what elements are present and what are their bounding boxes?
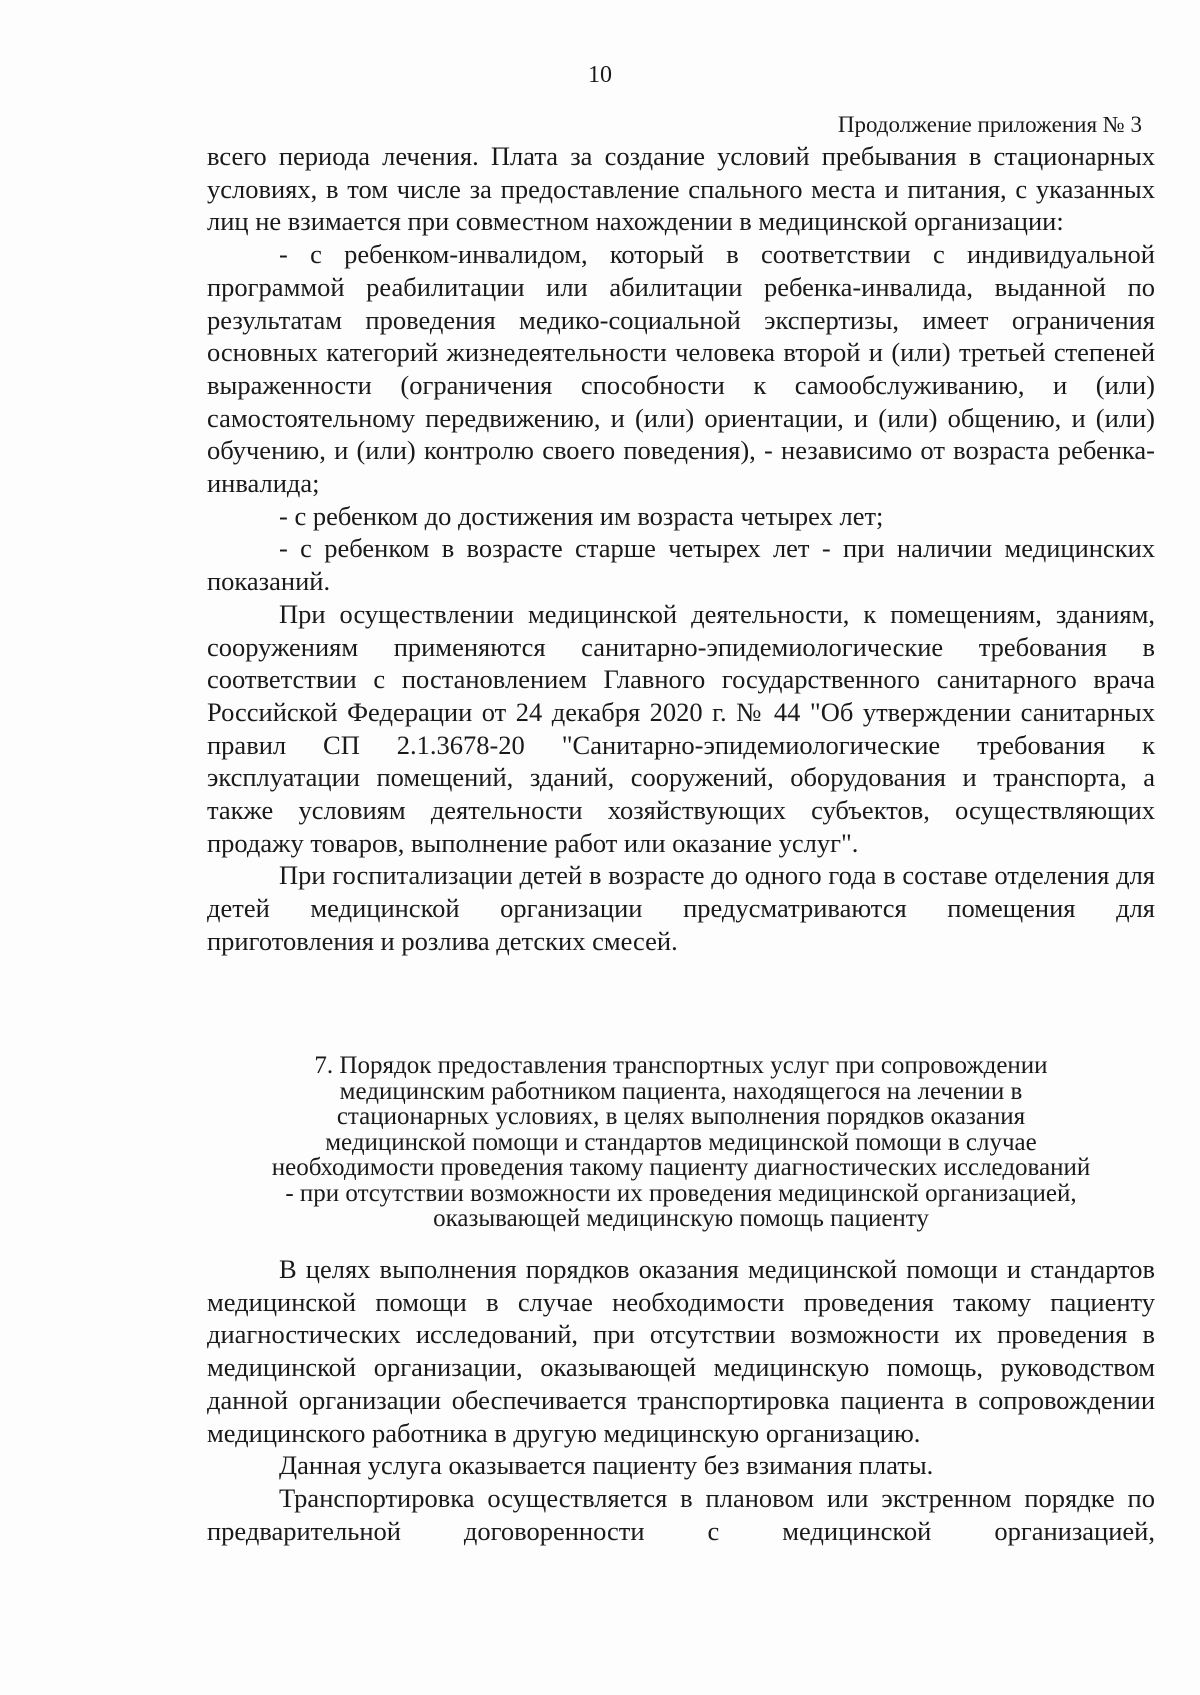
paragraph-transport-order: Транспортировка осуществляется в плановом или экстренном порядке по предварительной договоренности с медицинской организацией, <box>207 1482 1155 1546</box>
section-heading-line: 7. Порядок предоставления транспортных услуг при сопровождении <box>314 1052 1048 1079</box>
section-heading-line: медицинским работником пациента, находящегося на лечении в <box>339 1077 1023 1105</box>
body-text <box>207 140 1155 958</box>
paragraph-child-over-four: - с ребенком в возрасте старше четырех лет - при наличии медицинских показаний. <box>207 533 1155 597</box>
paragraph-continuation: всего периода лечения. Плата за создание условий пребывания в стационарных условиях, в том числе за предоставление спального места и питания, с указанных лиц не взимается при совместном нахождении в медицинской организации: <box>207 141 1155 237</box>
paragraph-disabled-child: - с ребенком-инвалидом, который в соответствии с индивидуальной программой реабилитации или абилитации ребенка-инвалида, выданной по результатам проведения медико-социальной экспертизы, имеет ограничения основных категорий жизнедеятельности человека второй и (или) третьей степеней выраженности (ограничения способности к самообслуживанию, и (или) самостоятельному передвижению, и (или) ориентации, и (или) общению, и (или) обучению, и (или) контролю своего поведения), - независимо от возраста ребенка-инвалида; <box>207 239 1155 499</box>
paragraph-sanitary-requirements: При осуществлении медицинской деятельности, к помещениям, зданиям, сооружениям применяются санитарно-эпидемиологические требования в соответствии с постановлением Главного государственного санитарного врача Российской Федерации от 24 декабря 2020 г. № 44 "Об утверждении санитарных правил СП 2.1.3678-20 "Санитарно-эпидемиологические требования к эксплуатации помещений, зданий, сооружений, оборудования и транспорта, а также условиям деятельности хозяйствующих субъектов, осуществляющих продажу товаров, выполнение работ или оказание услуг". <box>207 598 1155 858</box>
paragraph-transport-provision: В целях выполнения порядков оказания медицинской помощи и стандартов медицинской помощи в случае необходимости проведения такому пациенту диагностических исследований, при отсутствии возможности их проведения в медицинской организации, оказывающей медицинскую помощь, руководством данной организации обеспечивается транспортировка пациента в сопровождении медицинского работника в другую медицинскую организацию. <box>207 1254 1155 1448</box>
section-heading <box>207 1053 1155 1232</box>
section-heading-line: необходимости проведения такому пациенту диагностических исследований <box>271 1154 1091 1181</box>
paragraph-child-under-four: - с ребенком до достижения им возраста четырех лет; <box>279 500 884 531</box>
appendix-continuation-note: Продолжение приложения № 3 <box>837 112 1142 137</box>
section-heading-line: стационарных условиях, в целях выполнения порядков оказания <box>336 1103 1026 1130</box>
section-body-text <box>207 1253 1155 1547</box>
paragraph-free-of-charge: Данная услуга оказывается пациенту без взимания платы. <box>279 1450 934 1481</box>
section-heading-line: оказывающей медицинскую помощь пациенту <box>433 1205 929 1232</box>
page-number: 10 <box>588 62 612 88</box>
paragraph-infant-hospitalization: При госпитализации детей в возрасте до одного года в составе отделения для детей медицинской организации предусматриваются помещения для приготовления и розлива детских смесей. <box>207 860 1155 956</box>
section-heading-line: - при отсутствии возможности их проведения медицинской организацией, <box>285 1179 1077 1207</box>
section-heading-line: медицинской помощи и стандартов медицинской помощи в случае <box>325 1128 1037 1156</box>
